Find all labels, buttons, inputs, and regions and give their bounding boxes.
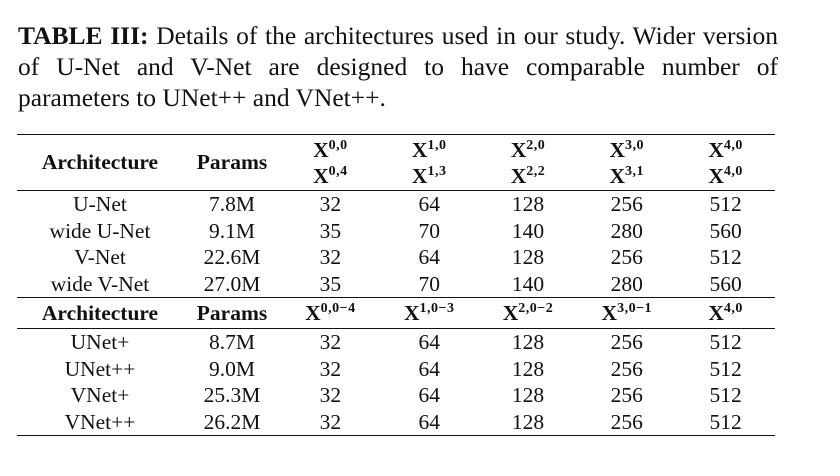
cell-channels: 128: [511, 356, 545, 381]
node-range-label-base: X: [403, 300, 420, 325]
cell-channels: 64: [418, 383, 440, 408]
cell-params: 9.0M: [209, 356, 255, 381]
cell-channels: 64: [418, 245, 440, 270]
cell-channels: 128: [511, 409, 545, 434]
cell-channels: 64: [418, 356, 440, 381]
node-label-bottom-superscript: 4,0: [723, 163, 743, 179]
node-range-label: [404, 301, 455, 325]
node-label-top-superscript: 3,0: [625, 137, 645, 153]
node-range-label-base: X: [601, 300, 618, 325]
caption-label: TABLE III:: [18, 21, 149, 50]
header-architecture: Architecture: [41, 300, 159, 325]
cell-channels: 280: [610, 271, 643, 296]
cell-channels: 32: [319, 356, 342, 381]
cell-architecture: UNet++: [64, 356, 136, 381]
cell-architecture: VNet+: [70, 383, 130, 408]
node-range-label: [305, 301, 356, 325]
cell-channels: 128: [511, 192, 545, 217]
header-node-range-column: [479, 298, 578, 329]
node-label-top: [380, 137, 479, 163]
table-row: [17, 191, 775, 218]
node-label-bottom-superscript: 1,3: [427, 163, 447, 179]
cell-channels: 32: [319, 330, 342, 355]
node-label-bottom-base: X: [708, 163, 724, 188]
cell-channels: 512: [709, 245, 742, 270]
node-label-bottom-base: X: [609, 163, 626, 188]
header-row-2: [17, 298, 775, 329]
cell-channels: 140: [511, 218, 545, 243]
cell-channels: 560: [709, 218, 742, 243]
cell-channels: 512: [709, 356, 742, 381]
cell-channels: 512: [709, 192, 742, 217]
header-architecture: Architecture: [41, 150, 159, 174]
node-label-top-base: X: [708, 137, 724, 162]
header-node-column: [479, 135, 578, 191]
cell-channels: 256: [610, 409, 643, 434]
cell-params: 7.8M: [209, 192, 255, 217]
cell-channels: 32: [319, 409, 342, 434]
table-row: [17, 329, 775, 356]
node-range-label-superscript: 4,0: [723, 300, 743, 316]
header-params: Params: [196, 300, 268, 325]
node-label-top-base: X: [411, 137, 428, 162]
cell-channels: 32: [319, 383, 342, 408]
cell-channels: 32: [319, 245, 342, 270]
cell-channels: 128: [511, 330, 545, 355]
node-range-label-superscript: 1,0−3: [419, 300, 455, 316]
cell-channels: 35: [319, 271, 342, 296]
cell-channels: 64: [418, 409, 440, 434]
cell-channels: 256: [610, 330, 643, 355]
table-row: [17, 356, 775, 383]
cell-params: 9.1M: [209, 218, 255, 243]
node-range-label-superscript: 2,0−2: [518, 300, 554, 316]
node-range-label-base: X: [708, 300, 724, 325]
node-range-label-superscript: 0,0−4: [320, 300, 356, 316]
cell-channels: 280: [610, 218, 643, 243]
header-node-column: [281, 135, 380, 191]
cell-channels: 256: [610, 383, 643, 408]
cell-architecture: wide V-Net: [50, 271, 150, 296]
header-node-column: [577, 135, 676, 191]
node-label-bottom-superscript: 3,1: [625, 163, 645, 179]
node-label-bottom: [380, 163, 479, 189]
cell-channels: 512: [709, 383, 742, 408]
node-label-top-superscript: 4,0: [723, 137, 743, 153]
cell-channels: 35: [319, 218, 342, 243]
cell-params: 25.3M: [203, 383, 261, 408]
cell-channels: 128: [511, 383, 545, 408]
table-row: [17, 382, 775, 409]
node-label-bottom-base: X: [411, 163, 428, 188]
table-row: [17, 244, 775, 271]
table-row: [17, 409, 775, 436]
node-label-top-superscript: 2,0: [526, 137, 546, 153]
node-label-top-superscript: 0,0: [328, 137, 348, 153]
header-params: Params: [196, 150, 268, 174]
node-label-top: [281, 137, 380, 163]
header-node-column: [380, 135, 479, 191]
cell-channels: 32: [319, 192, 342, 217]
cell-channels: 128: [511, 245, 545, 270]
node-label-bottom-superscript: 0,4: [328, 163, 348, 179]
node-range-label: [708, 301, 743, 325]
node-label-bottom: [676, 163, 775, 189]
table-row: [17, 271, 775, 298]
node-label-top: [676, 137, 775, 163]
node-label-top: [479, 137, 578, 163]
header-node-range-column: [676, 298, 775, 329]
node-range-label-base: X: [502, 300, 519, 325]
node-label-bottom: [577, 163, 676, 189]
node-label-bottom: [281, 163, 380, 189]
header-row-1: [17, 135, 775, 191]
node-label-bottom-base: X: [510, 163, 527, 188]
header-node-range-column: [577, 298, 676, 329]
node-range-label-base: X: [305, 300, 321, 325]
header-node-column: [676, 135, 775, 191]
cell-channels: 512: [709, 330, 742, 355]
cell-channels: 70: [418, 271, 440, 296]
cell-channels: 256: [610, 192, 643, 217]
table-row: [17, 218, 775, 245]
cell-architecture: U-Net: [73, 192, 127, 217]
cell-channels: 512: [709, 409, 742, 434]
node-range-label-superscript: 3,0−1: [617, 300, 653, 316]
node-label-bottom-base: X: [313, 163, 329, 188]
table-caption: [18, 20, 778, 113]
node-label-bottom: [479, 163, 578, 189]
cell-channels: 64: [418, 330, 440, 355]
cell-params: 26.2M: [203, 409, 261, 434]
node-label-top: [577, 137, 676, 163]
cell-architecture: V-Net: [74, 245, 126, 270]
cell-channels: 70: [418, 218, 440, 243]
node-label-top-superscript: 1,0: [427, 137, 447, 153]
caption-text: Details of the architectures used in our study. Wider version of U-Net and V-Net are designed to have comparable number of parameters to UNet++ and VNet++.: [18, 21, 778, 112]
cell-architecture: UNet+: [70, 330, 130, 355]
cell-channels: 256: [610, 356, 643, 381]
cell-channels: 140: [511, 271, 545, 296]
cell-architecture: wide U-Net: [49, 218, 151, 243]
node-label-bottom-superscript: 2,2: [526, 163, 546, 179]
cell-architecture: VNet++: [64, 409, 136, 434]
node-label-top-base: X: [609, 137, 626, 162]
cell-channels: 64: [418, 192, 440, 217]
architecture-table: [17, 134, 775, 436]
header-node-range-column: [380, 298, 479, 329]
cell-params: 27.0M: [203, 271, 261, 296]
node-range-label: [602, 301, 653, 325]
cell-channels: 256: [610, 245, 643, 270]
node-label-top-base: X: [313, 137, 329, 162]
header-node-range-column: [281, 298, 380, 329]
cell-params: 8.7M: [209, 330, 255, 355]
node-range-label: [503, 301, 554, 325]
node-label-top-base: X: [510, 137, 527, 162]
cell-params: 22.6M: [203, 245, 261, 270]
cell-channels: 560: [709, 271, 742, 296]
